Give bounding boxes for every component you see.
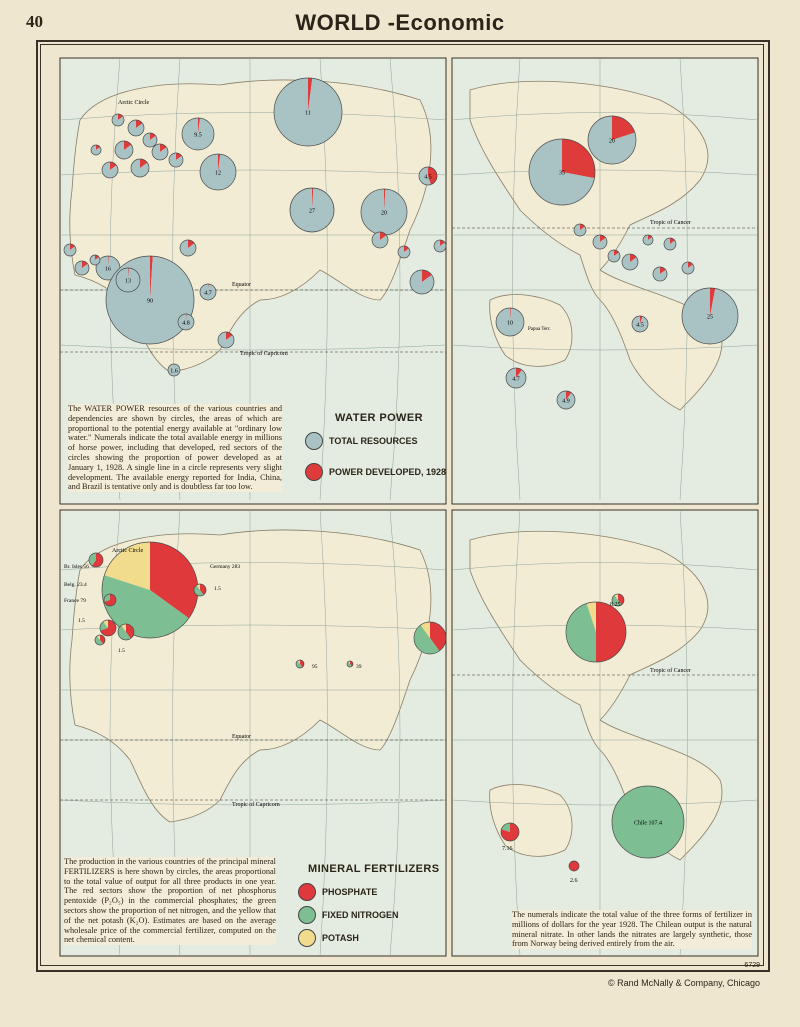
- svg-text:4.9: 4.9: [562, 398, 570, 405]
- water-power-circle: [182, 118, 214, 150]
- fertilizer-circle: [569, 861, 579, 871]
- label-tropic-capricorn-2: Tropic of Capricorn: [232, 802, 280, 808]
- svg-text:4.7: 4.7: [512, 376, 520, 383]
- water-power-circle: [274, 78, 342, 146]
- label-39: 39: [356, 664, 362, 670]
- water-power-small-circle: [398, 246, 410, 258]
- water-power-circle: [290, 188, 334, 232]
- water-power-small-circle: [152, 144, 168, 160]
- potash-swatch: [298, 929, 316, 947]
- label-1-5b: 1.5: [78, 618, 85, 624]
- water-power-small-circle: [608, 250, 620, 262]
- water-power-small-circle: [434, 240, 446, 252]
- water-power-circle: [200, 284, 216, 300]
- water-power-small-circle: [372, 232, 388, 248]
- label-arctic-circle: Arctic Circle: [118, 100, 150, 106]
- fertilizer-small-circle: [347, 661, 353, 667]
- svg-text:13: 13: [125, 278, 131, 285]
- svg-text:35: 35: [559, 170, 565, 177]
- water-power-circle: [632, 316, 648, 332]
- label-arctic-circle-2: Arctic Circle: [112, 548, 144, 554]
- water-power-small-circle: [64, 244, 76, 256]
- water-power-small-circle: [180, 240, 196, 256]
- water-power-small-circle: [643, 235, 653, 245]
- label-tropic-capricorn: Tropic of Capricorn: [240, 351, 288, 357]
- label-1-5a: 1.5: [214, 586, 221, 592]
- svg-text:20: 20: [381, 210, 387, 217]
- water-power-circle: [419, 167, 437, 185]
- fert-note: The numerals indicate the total value of the three forms of fertilizer in millions of dollars for the year 1928. The Chilean output is the natural mineral nitrate. In other lands the nitrates are largely synthetic, those from Norway being derived entirely from the air.: [512, 910, 752, 949]
- label-equator-2: Equator: [232, 734, 251, 740]
- phosphate-swatch: [298, 883, 316, 901]
- label-germany: Germany 283: [210, 564, 241, 570]
- water-power-small-circle: [682, 262, 694, 274]
- water-power-small-circle: [622, 254, 638, 270]
- water-power-circle: [682, 288, 738, 344]
- water-power-circle: [200, 154, 236, 190]
- water-power-circle: [168, 364, 180, 376]
- fertilizer-small-circle: [118, 624, 134, 640]
- water-power-small-circle: [131, 159, 149, 177]
- fertilizer-circle: [100, 620, 116, 636]
- fertilizer-small-circle: [296, 660, 304, 668]
- plate-code: 6729: [744, 962, 760, 969]
- fertilizer-circle: [104, 594, 116, 606]
- water-power-small-circle: [75, 261, 89, 275]
- water-power-small-circle: [143, 133, 157, 147]
- water-power-small-circle: [128, 120, 144, 136]
- fertilizer-circle: [89, 553, 103, 567]
- label-tropic-cancer-2: Tropic of Cancer: [650, 668, 691, 674]
- total-resources-swatch: [305, 432, 323, 450]
- legend-potash: POTASH: [298, 929, 359, 947]
- water-power-small-circle: [218, 332, 234, 348]
- water-power-small-circle: [593, 235, 607, 249]
- water-power-small-circle: [169, 153, 183, 167]
- water-power-small-circle: [102, 162, 118, 178]
- water-power-circle: [116, 268, 140, 292]
- svg-text:90: 90: [147, 298, 153, 305]
- label-belg: Belg. 23.4: [64, 582, 87, 588]
- water-legend-title: WATER POWER: [335, 412, 423, 424]
- legend-total-resources: TOTAL RESOURCES: [305, 432, 418, 450]
- label-95: 95: [312, 664, 318, 670]
- water-power-circle: [178, 314, 194, 330]
- water-power-circle: [361, 189, 407, 235]
- page-title: WORLD -Economic: [295, 10, 505, 35]
- svg-text:Chile 107.4: Chile 107.4: [634, 820, 662, 827]
- water-power-circle: [106, 256, 194, 344]
- label-papua: Papua Terr.: [528, 327, 551, 332]
- fertilizer-small-circle: [95, 635, 105, 645]
- svg-text:12: 12: [215, 170, 221, 177]
- svg-text:25: 25: [707, 314, 713, 321]
- legend-fixed-nitrogen: FIXED NITROGEN: [298, 906, 399, 924]
- fert-description: The production in the various countries of the principal mineral FERTILIZERS is here shown by circles, the areas proportional to the total value of output for all three products in one year. The red sectors show the proportion of net phosphorus pentoxide (P₂O₅) in the commercial phosphates; the green sectors show the proportion of net nitrogen, and the yellow that of the net potash (K₂O). Estimates are based on the average wholesale price of the commercial fertilizer, computed on the net chemical content.: [64, 857, 276, 945]
- water-power-small-circle: [410, 270, 434, 294]
- svg-text:9.5: 9.5: [194, 132, 202, 139]
- label-nz-value: 2.6: [570, 878, 578, 884]
- fertilizer-circle: [612, 786, 684, 858]
- page-number: 40: [26, 12, 43, 31]
- water-power-small-circle: [90, 255, 100, 265]
- svg-text:4.8: 4.8: [182, 320, 190, 327]
- water-power-small-circle: [653, 267, 667, 281]
- svg-text:16: 16: [105, 266, 111, 273]
- fertilizer-circle: [501, 823, 519, 841]
- svg-text:27: 27: [309, 208, 315, 215]
- fert-legend-title: MINERAL FERTILIZERS: [308, 863, 440, 875]
- fertilizer-small-circle: [414, 622, 446, 654]
- water-power-circle: [529, 139, 595, 205]
- label-1-5c: 1.5: [118, 648, 125, 654]
- power-developed-swatch: [305, 463, 323, 481]
- fertilizer-small-circle: [194, 584, 206, 596]
- label-france: France 79: [64, 598, 86, 604]
- water-power-small-circle: [574, 224, 586, 236]
- label-tropic-cancer: Tropic of Cancer: [650, 220, 691, 226]
- label-equator: Equator: [232, 282, 251, 288]
- legend-power-developed: POWER DEVELOPED, 1928: [305, 463, 446, 481]
- label-8-25: 8.25: [610, 602, 621, 608]
- water-power-small-circle: [91, 145, 101, 155]
- svg-text:4.5: 4.5: [636, 322, 644, 329]
- fertilizer-circle: [102, 542, 198, 638]
- svg-text:1.6: 1.6: [170, 368, 178, 375]
- water-power-circle: [588, 116, 636, 164]
- nitrogen-swatch: [298, 906, 316, 924]
- water-power-small-circle: [112, 114, 124, 126]
- svg-text:20: 20: [609, 138, 615, 145]
- water-power-small-circle: [664, 238, 676, 250]
- svg-text:10: 10: [507, 320, 513, 327]
- legend-phosphate: PHOSPHATE: [298, 883, 377, 901]
- svg-text:11: 11: [305, 110, 311, 117]
- publisher-credit: © Rand McNally & Company, Chicago: [607, 978, 760, 988]
- water-power-circle: [506, 368, 526, 388]
- water-description: The WATER POWER resources of the various countries and dependencies are shown by circles, the areas of which are proportional to the potential energy available at "ordinary low water." Numerals indicate the total available energy in millions of horse power, including that developed, red sectors of the circles showing the proportion of power developed as at January 1, 1928. A single line in a circle represents very slight development. The available energy reported for India, China, and Brazil is tentative only and is doubtless far too low.: [68, 404, 282, 492]
- svg-text:4.7: 4.7: [204, 290, 212, 297]
- water-power-small-circle: [115, 141, 133, 159]
- svg-text:4.5: 4.5: [424, 174, 432, 181]
- label-aus-value: 7.16: [502, 846, 513, 852]
- water-power-circle: [557, 391, 575, 409]
- fertilizer-circle: [566, 602, 626, 662]
- label-br-isles: Br. Isles 56: [64, 564, 89, 570]
- water-power-circle: [496, 308, 524, 336]
